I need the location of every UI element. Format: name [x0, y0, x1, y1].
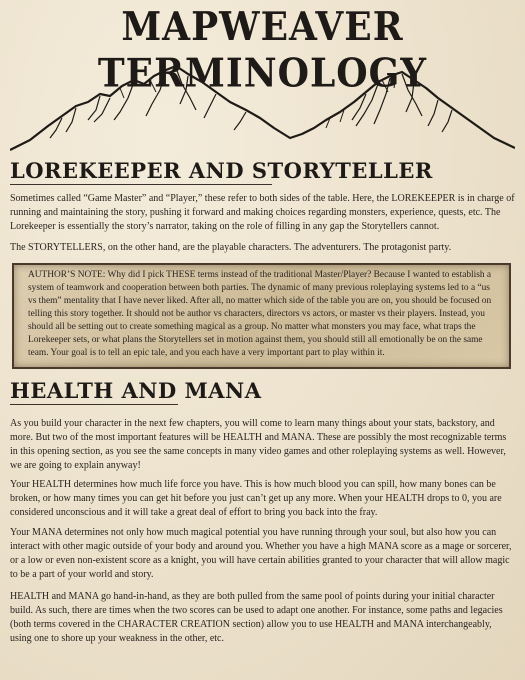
section-heading-lorekeeper: LOREKEEPER AND STORYTELLER [10, 158, 433, 183]
paragraph: As you build your character in the next few chapters, you will come to learn many things about your stats, backstory, and more. But two of the most important features will be HEALTH and MANA. These are possibly the most recognizable terms in this opening section, as you see the same concepts in many video games and other roleplaying systems as well. However, we are going to explain anyway! [10, 418, 507, 471]
heading-divider [10, 184, 272, 185]
authors-note-text: AUTHOR’S NOTE: Why did I pick THESE terms instead of the traditional Master/Player? Because I wanted to establish a system of teamwork and cooperation between both parties. The dynamic of many previous roleplaying systems led to a “us vs them” mentality that I have never liked. After all, no matter which side of the table you are on, you should be focused on telling this story together. It should not be author vs characters, directors vs actors, or master vs their players. Instead, you should all be setting out to create something magical as a group. No matter what monsters you may face, what traps the Lorekeeper sets, or what plans the Storytellers set in motion against them, you should still all emotionally be on the same team. Your goal is to tell an epic tale, and you each have a very important part to play within it. [28, 270, 492, 358]
paragraph: HEALTH and MANA go hand-in-hand, as they are both pulled from the same pool of points during your initial character build. As such, there are times when the two scores can be used to adapt one another. For instance, some paths and legacies (both terms covered in the CHARACTER CREATION section) allow you to use HEALTH and MANA interchangeably, using one to shore up your weakness in the other, etc. [10, 591, 503, 644]
page-title: MAPWEAVER TERMINOLOGY [97, 3, 428, 97]
section-heading-health-mana: HEALTH AND MANA [10, 378, 262, 403]
paragraph: The STORYTELLERS, on the other hand, are the playable characters. The adventurers. The protagonist party. [10, 242, 452, 253]
heading-divider [10, 404, 178, 405]
paragraph: Sometimes called “Game Master” and “Player,” these refer to both sides of the table. Here, the LOREKEEPER is in charge of running and maintaining the story, pushing it forward and making choices regarding monsters, experience, quests, etc. The Lorekeeper is essentially the story’s narrator, taking on the role of filling in any gap the Storytellers cannot. [10, 193, 515, 232]
mountain-range-illustration [10, 58, 515, 158]
paragraph: Your HEALTH determines how much life force you have. This is how much blood you can spill, how many bones can be broken, or how many times you can get hit before you just can’t get up any more. When your HEALTH drops to 0, you are considered unconscious and it will take a great deal of effort to bring you back into the fray. [10, 479, 502, 518]
authors-note-box [12, 263, 511, 369]
paragraph: Your MANA determines not only how much magical potential you have running through your soul, but also how you can interact with other magic outside of your body and around you. Whether you have a high MANA score as a mage or sorcerer, or a low or even non-existent score as a knight, you will have certain abilities granted to your character that will allow magic to be a part of your world and story. [10, 527, 512, 580]
